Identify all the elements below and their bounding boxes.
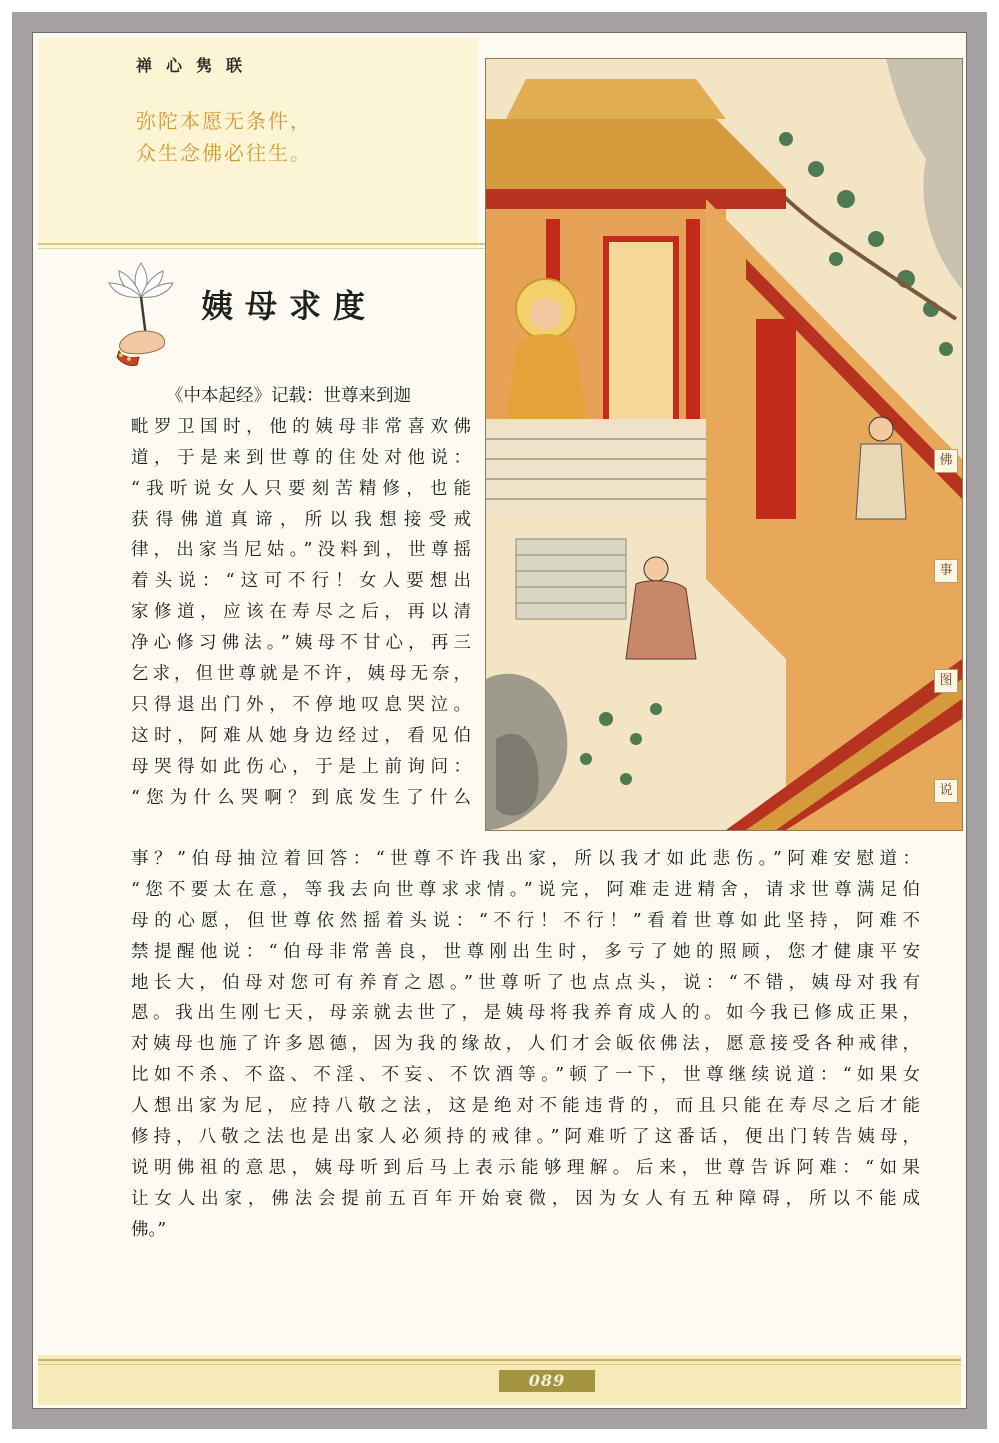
body-line: 乞求，但世尊就是不许，姨母无奈， xyxy=(131,664,471,685)
body-line: 母的心愿，但世尊依然摇着头说：“不行！不行！”看着世尊如此坚持，阿难不 xyxy=(131,910,920,931)
page-number: 089 xyxy=(499,1370,595,1392)
body-text-full xyxy=(131,844,920,1246)
body-line: 比如不杀、不盗、不淫、不妄、不饮酒等。”顿了一下，世尊继续说道：“如果女 xyxy=(131,1065,920,1086)
body-line: 禁提醒他说：“伯母非常善良，世尊刚出生时，多亏了她的照顾，您才健康平安 xyxy=(131,941,920,962)
body-line: 恩。我出生刚七天，母亲就去世了，是姨母将我养育成人的。如今我已修成正果， xyxy=(131,1003,920,1024)
page xyxy=(32,32,967,1409)
body-line: 毗罗卫国时，他的姨母非常喜欢佛 xyxy=(131,416,471,437)
body-line: 佛。” xyxy=(131,1219,167,1240)
body-line: 获得佛道真谛，所以我想接受戒 xyxy=(131,509,471,530)
body-line: 让女人出家，佛法会提前五百年开始衰微，因为女人有五种障碍，所以不能成 xyxy=(131,1188,920,1209)
body-line: 人想出家为尼，应持八敬之法，这是绝对不能违背的，而且只能在寿尽之后才能 xyxy=(131,1096,920,1117)
body-line: 律，出家当尼姑。”没料到，世尊摇 xyxy=(131,540,471,561)
body-line: 对姨母也施了许多恩德，因为我的缘故，人们才会皈依佛法，愿意接受各种戒律， xyxy=(131,1034,920,1055)
page-frame xyxy=(12,12,987,1429)
body-line: 着头说：“这可不行！女人要想出 xyxy=(131,571,471,592)
illustration-tag-3: 图 xyxy=(934,669,958,693)
body-line: “您为什么哭啊？到底发生了什么 xyxy=(131,787,471,808)
body-line: 道，于是来到世尊的住处对他说： xyxy=(131,447,471,468)
body-line: 这时，阿难从她身边经过，看见伯 xyxy=(131,725,471,746)
body-line: 地长大，伯母对您可有养育之恩。”世尊听了也点点头，说：“不错，姨母对我有 xyxy=(131,972,920,993)
body-line: 只得退出门外，不停地叹息哭泣。 xyxy=(131,694,471,715)
series-title: 禅心隽联 xyxy=(136,56,257,75)
illustration-tag-4: 说 xyxy=(934,779,958,803)
body-line: “您不要太在意，等我去向世尊求求情。”说完，阿难走进精舍，请求世尊满足伯 xyxy=(131,879,920,900)
body-line: 母哭得如此伤心，于是上前询问： xyxy=(131,756,471,777)
body-line: 家修道，应该在寿尽之后，再以清 xyxy=(131,602,471,623)
slogan-line-2: 众生念佛必往生。 xyxy=(136,141,312,165)
footer-divider-thin xyxy=(38,1364,961,1365)
lotus-hand-icon xyxy=(83,253,198,368)
body-line: 《中本起经》记载：世尊来到迦 xyxy=(166,386,411,406)
section-title: 姨母求度 xyxy=(201,287,378,325)
body-line: 修持，八敬之法也是出家人必须持的戒律。”阿难听了这番话，便出门转告姨母， xyxy=(131,1127,920,1148)
footer-divider xyxy=(38,1359,961,1361)
slogan-line-1: 弥陀本愿无条件， xyxy=(136,109,312,133)
body-line: 净心修习佛法。”姨母不甘心，再三 xyxy=(131,633,471,654)
body-text-column xyxy=(131,381,471,813)
temple-scene-image xyxy=(486,59,962,830)
body-line: 事？”伯母抽泣着回答：“世尊不许我出家，所以我才如此悲伤。”阿难安慰道： xyxy=(131,849,920,869)
body-line: 说明佛祖的意思，姨母听到后马上表示能够理解。后来，世尊告诉阿难：“如果 xyxy=(131,1157,920,1178)
illustration-tag-2: 事 xyxy=(934,559,958,583)
illustration-tag-1: 佛 xyxy=(934,449,958,473)
illustration xyxy=(485,58,963,831)
body-line: “我听说女人只要刻苦精修，也能 xyxy=(131,478,471,499)
